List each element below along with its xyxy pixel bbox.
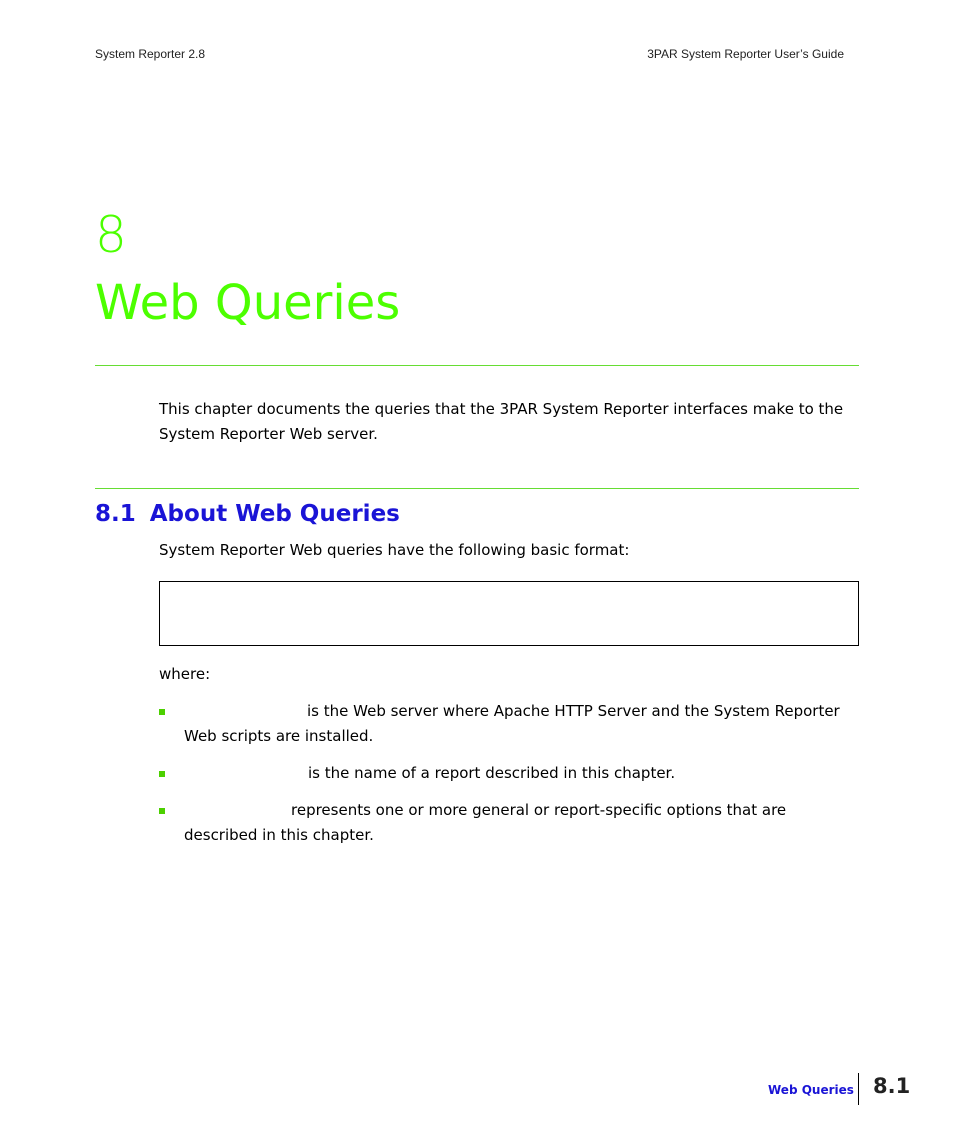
bullet-text: represents one or more general or report-specific options that are described in this chapter. <box>184 801 787 844</box>
list-item <box>159 761 859 786</box>
footer-divider <box>858 1073 859 1105</box>
section-heading <box>95 498 400 530</box>
bullet-text: is the Web server where Apache HTTP Server and the System Reporter Web scripts are installed. <box>184 702 840 745</box>
list-item <box>159 699 859 749</box>
footer-chapter-name: Web Queries <box>768 1083 854 1097</box>
list-item <box>159 798 859 848</box>
where-label: where: <box>159 665 211 683</box>
section-number: 8.1 <box>95 501 136 527</box>
chapter-title: Web Queries <box>95 275 401 331</box>
query-format-box <box>159 581 859 646</box>
running-header-right: 3PAR System Reporter User’s Guide <box>647 47 844 61</box>
chapter-intro-paragraph: This chapter documents the queries that the 3PAR System Reporter interfaces make to the System Reporter Web server. <box>159 400 844 443</box>
bullet-text: is the name of a report described in this chapter. <box>308 764 676 782</box>
bullet-square-icon <box>159 771 165 777</box>
footer-page-number: 8.1 <box>873 1074 911 1098</box>
running-header-left: System Reporter 2.8 <box>95 47 206 61</box>
bullet-square-icon <box>159 709 165 715</box>
format-intro-paragraph: System Reporter Web queries have the following basic format: <box>159 541 630 559</box>
chapter-divider <box>95 365 859 366</box>
bullet-square-icon <box>159 808 165 814</box>
section-title: About Web Queries <box>149 501 400 527</box>
section-divider <box>95 488 859 489</box>
chapter-number: 8 <box>95 206 127 264</box>
